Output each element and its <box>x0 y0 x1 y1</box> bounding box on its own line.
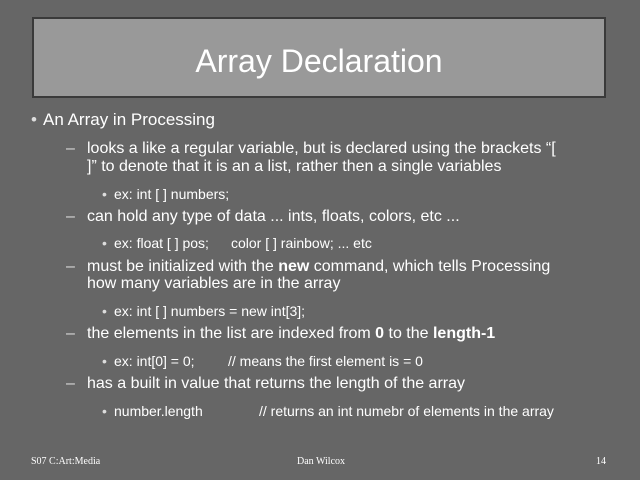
dash-icon: – <box>66 258 75 275</box>
point-3-text-bold: new <box>278 258 310 275</box>
footer-author: Dan Wilcox <box>297 456 346 467</box>
example-text: ex: int [ ] numbers = new int[3]; <box>114 303 306 319</box>
bullet-dot-icon: • <box>102 235 107 251</box>
point-4-text-before: the elements in the list are indexed from <box>87 325 376 342</box>
example-text: ex: int [ ] numbers; <box>114 186 230 202</box>
point-4-text <box>87 325 495 343</box>
bullet-dot-icon: • <box>102 303 107 319</box>
point-3-line-1 <box>87 258 550 276</box>
example-text-2: color [ ] rainbow; ... etc <box>231 235 372 251</box>
dash-icon: – <box>66 325 75 342</box>
bullet-dot-icon: • <box>102 186 107 202</box>
title-box <box>32 17 606 98</box>
example-text: number.length <box>114 403 203 419</box>
point-4-text-bold-1: 0 <box>375 325 385 342</box>
bullet-dot-icon: • <box>31 110 37 129</box>
dash-icon: – <box>66 140 75 157</box>
footer-page-number: 14 <box>596 456 606 467</box>
dash-icon: – <box>66 208 75 225</box>
bullet-dot-icon: • <box>102 353 107 369</box>
main-bullet-text: An Array in Processing <box>43 110 215 129</box>
point-4-text-middle: to the <box>384 325 433 342</box>
point-3-line-2: how many variables are in the array <box>87 275 341 292</box>
point-1-line-2: ]” to denote that it is an a list, rather then a single variables <box>87 158 502 175</box>
point-2-text: can hold any type of data ... ints, floats, colors, etc ... <box>87 208 460 225</box>
point-1-line-1: looks a like a regular variable, but is declared using the brackets “[ <box>87 140 556 157</box>
point-4-text-bold-2: length-1 <box>432 325 496 342</box>
point-5-text: has a built in value that returns the length of the array <box>87 375 466 392</box>
bullet-dot-icon: • <box>102 403 107 419</box>
footer-course: S07 C:Art:Media <box>31 456 101 467</box>
point-3-text-before: must be initialized with the <box>87 258 279 275</box>
dash-icon: – <box>66 375 75 392</box>
example-text: ex: float [ ] pos; <box>114 235 209 251</box>
example-text: ex: int[0] = 0; <box>114 353 195 369</box>
slide-title: Array Declaration <box>195 43 443 79</box>
example-comment: // returns an int numebr of elements in the array <box>259 403 554 419</box>
point-3-text-after: command, which tells Processing <box>309 258 551 275</box>
example-comment: // means the first element is = 0 <box>228 353 423 369</box>
